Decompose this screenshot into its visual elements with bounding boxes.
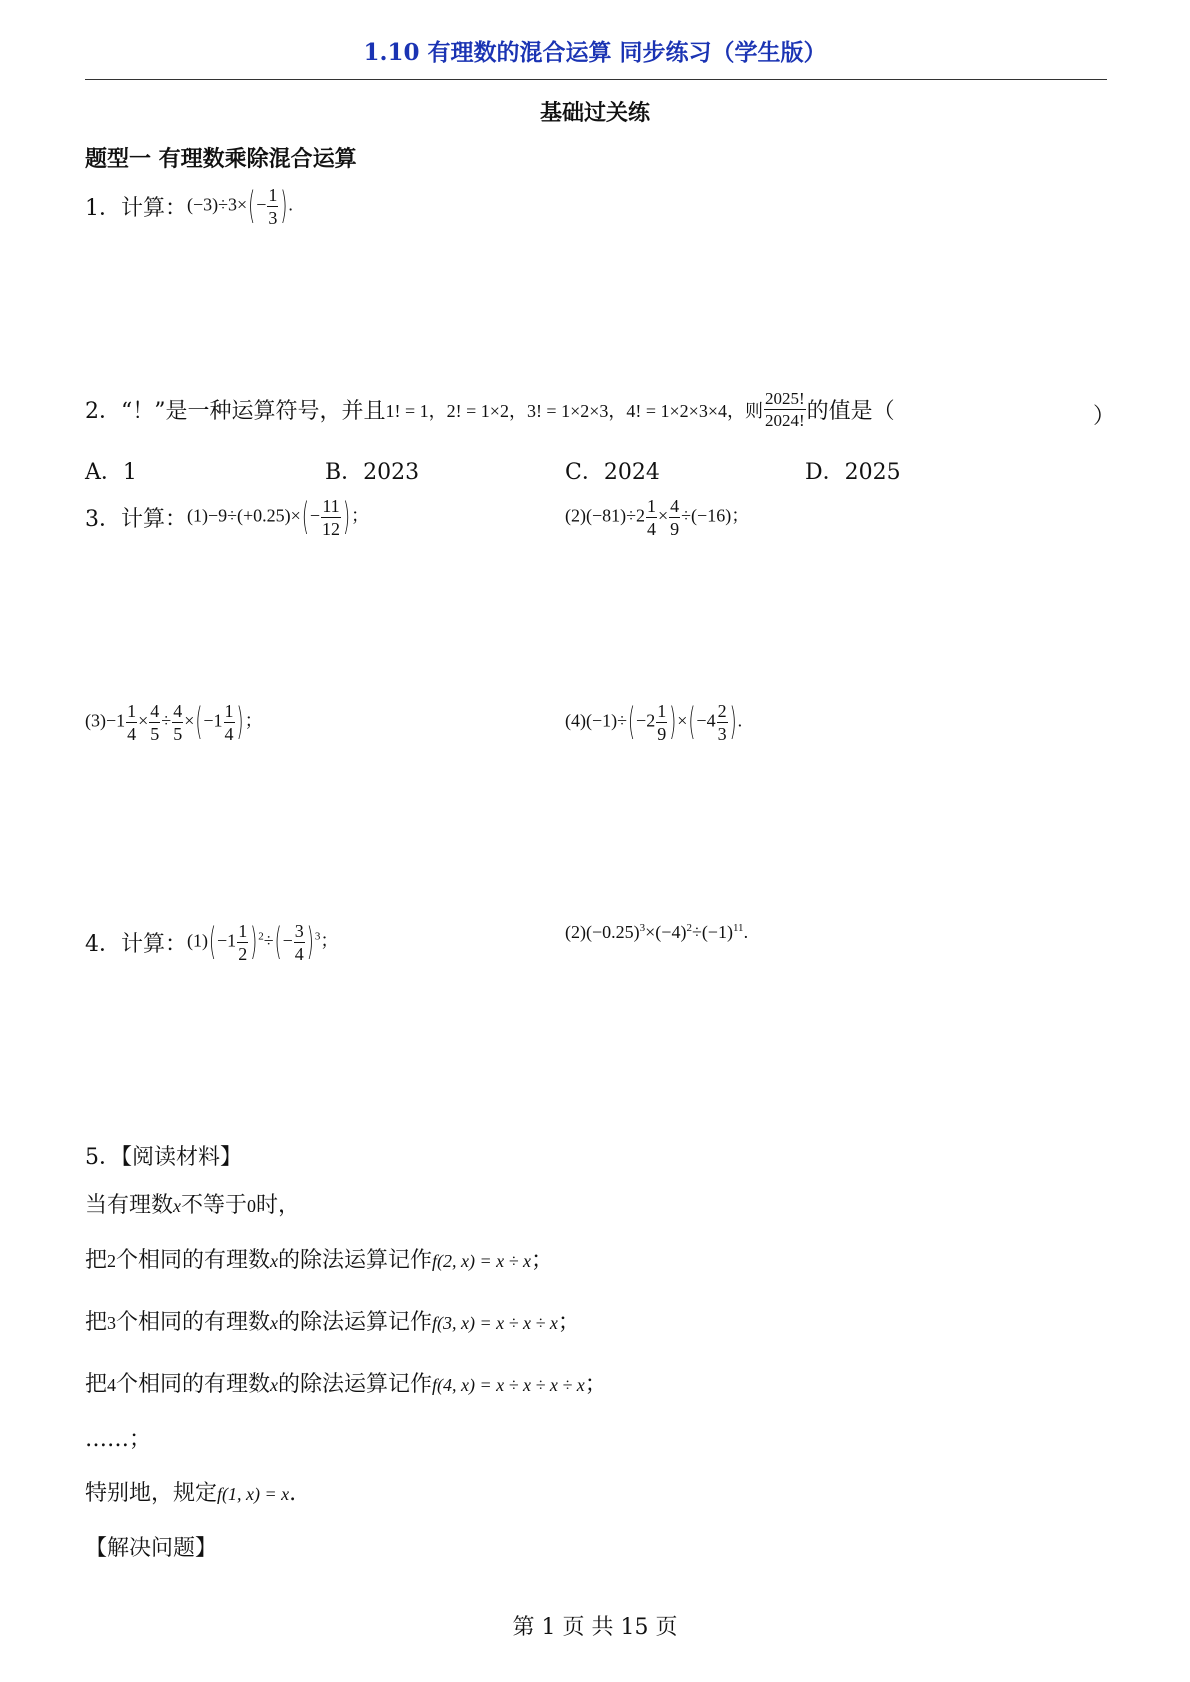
fraction bbox=[237, 922, 248, 963]
text: 个相同的有理数 bbox=[116, 1372, 271, 1397]
text: 个相同的有理数 bbox=[116, 1310, 271, 1335]
fraction bbox=[321, 497, 341, 538]
question-4-part-1 bbox=[85, 922, 338, 963]
header-divider bbox=[85, 79, 1107, 80]
formula: f(1, x) = x bbox=[217, 1484, 290, 1504]
paren-open: ( bbox=[688, 700, 696, 745]
fraction bbox=[294, 922, 305, 963]
formula: f(3, x) = x ÷ x ÷ x bbox=[432, 1313, 558, 1333]
formula: f(2, x) = x ÷ x bbox=[432, 1251, 532, 1271]
question-4-expression-2 bbox=[565, 922, 748, 943]
exponent: 11 bbox=[732, 922, 744, 934]
paren-close: ) bbox=[250, 920, 258, 965]
exponent: 3 bbox=[639, 922, 646, 934]
question-2-prefix: 2．“！”是一种运算符号，并且 bbox=[85, 399, 386, 424]
text: 的除法运算记作 bbox=[278, 1248, 433, 1273]
denominator: 9 bbox=[670, 519, 680, 539]
denominator: 5 bbox=[173, 724, 183, 744]
expr-end: . bbox=[288, 194, 293, 215]
text: 把 bbox=[85, 1310, 108, 1335]
variable: x bbox=[173, 1196, 182, 1216]
expr-end: . bbox=[743, 922, 749, 942]
question-3-part-2 bbox=[565, 497, 749, 538]
question-3-part-4 bbox=[565, 702, 742, 743]
paren-open: ( bbox=[301, 495, 309, 540]
operator: × bbox=[184, 710, 195, 731]
text: 的除法运算记作 bbox=[278, 1372, 433, 1397]
fraction bbox=[656, 702, 667, 743]
type-heading: 题型一 有理数乘除混合运算 bbox=[85, 146, 357, 172]
denominator: 9 bbox=[657, 724, 667, 744]
denominator: 4 bbox=[647, 519, 657, 539]
question-1-prefix: 1．计算： bbox=[85, 196, 187, 221]
numerator: 4 bbox=[670, 496, 680, 516]
operator: ÷ bbox=[263, 930, 274, 951]
paren-close: ) bbox=[280, 184, 288, 229]
operator: ÷ bbox=[161, 710, 172, 731]
number: 4 bbox=[107, 1375, 117, 1395]
paren-close: ) bbox=[729, 700, 737, 745]
number: 2 bbox=[107, 1251, 117, 1271]
question-5-line-3 bbox=[85, 1305, 580, 1336]
formula: f(4, x) = x ÷ x ÷ x ÷ x bbox=[432, 1375, 585, 1395]
option-b: B．2023 bbox=[325, 460, 420, 485]
expr-part: (3)−1 bbox=[85, 710, 126, 731]
question-5-line-1 bbox=[85, 1188, 300, 1219]
denominator: 12 bbox=[322, 519, 340, 539]
variable: x bbox=[270, 1313, 279, 1333]
question-3-expression-2 bbox=[565, 497, 749, 538]
denominator: 3 bbox=[717, 724, 727, 744]
paren-close: ) bbox=[306, 920, 314, 965]
question-5-line-4 bbox=[85, 1367, 607, 1398]
denominator: 4 bbox=[224, 724, 234, 744]
fraction bbox=[224, 702, 235, 743]
question-5-line-2 bbox=[85, 1243, 553, 1274]
question-3-part-1 bbox=[85, 497, 369, 538]
expr-part: ×(−4) bbox=[645, 922, 687, 942]
expr-part: (2)(−0.25) bbox=[565, 922, 640, 942]
exponent: 3 bbox=[314, 930, 321, 943]
fraction bbox=[717, 702, 728, 743]
document-title: 1.10 有理数的混合运算 同步练习（学生版） bbox=[363, 39, 827, 66]
numerator: 1 bbox=[127, 701, 137, 721]
number: 3 bbox=[107, 1313, 117, 1333]
text: 的除法运算记作 bbox=[278, 1310, 433, 1335]
numerator: 1 bbox=[268, 185, 278, 205]
page-footer: 第 1 页 共 15 页 bbox=[512, 1615, 678, 1640]
question-5-solve-heading: 【解决问题】 bbox=[85, 1536, 218, 1561]
fraction bbox=[126, 702, 137, 743]
minus-sign: − bbox=[256, 194, 267, 215]
question-3-expression-1 bbox=[187, 497, 369, 538]
paren-open: ( bbox=[248, 184, 256, 229]
numerator: 1 bbox=[224, 701, 234, 721]
paren-open: ( bbox=[209, 920, 217, 965]
option-a: A．1 bbox=[85, 460, 137, 485]
denominator: 3 bbox=[268, 208, 278, 228]
text: 特别地，规定 bbox=[85, 1481, 218, 1506]
fraction bbox=[267, 186, 278, 227]
paren-close: ) bbox=[236, 700, 244, 745]
expr-part: (2)(−81)÷2 bbox=[565, 505, 646, 526]
denominator: 4 bbox=[127, 724, 137, 744]
expr-part: (1)−9÷(+0.25)× bbox=[187, 505, 301, 526]
paren-open: ( bbox=[628, 700, 636, 745]
expr-part: (4)(−1)÷ bbox=[565, 710, 628, 731]
question-1-expression bbox=[187, 186, 293, 227]
variable: x bbox=[270, 1251, 279, 1271]
question-5-ellipsis: ……； bbox=[85, 1427, 152, 1452]
question-2-close-paren: ） bbox=[1093, 404, 1116, 429]
expr-end: ÷(−16)； bbox=[681, 505, 750, 526]
text: . bbox=[289, 1481, 297, 1506]
expr-end: ； bbox=[244, 710, 263, 731]
expr-end: ； bbox=[320, 930, 339, 951]
question-2-expression: 1! = 1，2! = 1×2，3! = 1×2×3，4! = 1×2×3×4，则 bbox=[385, 400, 763, 421]
section-title: 基础过关练 bbox=[539, 100, 650, 126]
expr-end: ； bbox=[351, 505, 370, 526]
question-3-prefix: 3．计算： bbox=[85, 507, 187, 532]
numerator: 1 bbox=[657, 701, 667, 721]
minus-sign: − bbox=[282, 930, 293, 951]
numerator: 2 bbox=[717, 701, 727, 721]
numerator: 1 bbox=[647, 496, 657, 516]
question-2-fraction bbox=[764, 390, 806, 429]
question-4-prefix: 4．计算： bbox=[85, 932, 187, 957]
numerator: 11 bbox=[322, 496, 340, 516]
text: 个相同的有理数 bbox=[116, 1248, 271, 1273]
question-5-heading: 5．【阅读材料】 bbox=[85, 1145, 242, 1170]
text: 当有理数 bbox=[85, 1193, 174, 1218]
denominator: 4 bbox=[294, 944, 304, 964]
variable: x bbox=[270, 1375, 279, 1395]
numerator: 4 bbox=[150, 701, 160, 721]
minus-sign: − bbox=[309, 505, 320, 526]
numerator: 3 bbox=[294, 921, 304, 941]
numerator: 4 bbox=[173, 701, 183, 721]
question-4-part-2 bbox=[565, 922, 748, 943]
question-2 bbox=[85, 390, 895, 429]
fraction bbox=[646, 497, 657, 538]
paren-open: ( bbox=[195, 700, 203, 745]
numerator: 1 bbox=[238, 921, 248, 941]
denominator: 2 bbox=[238, 944, 248, 964]
denominator: 5 bbox=[150, 724, 160, 744]
number: 0 bbox=[247, 1196, 257, 1216]
fraction bbox=[669, 497, 680, 538]
question-2-suffix: 的值是（ bbox=[806, 399, 895, 424]
question-3-part-3 bbox=[85, 702, 263, 743]
operator: × bbox=[677, 710, 688, 731]
numerator: 2025! bbox=[765, 389, 805, 408]
exponent: 2 bbox=[258, 930, 264, 943]
text: ； bbox=[584, 1372, 607, 1397]
question-3-expression-3 bbox=[85, 702, 263, 743]
question-3-expression-4 bbox=[565, 702, 742, 743]
expr-part: −1 bbox=[217, 930, 237, 951]
text: 把 bbox=[85, 1372, 108, 1397]
expr-part: (1) bbox=[187, 930, 208, 951]
option-c: C．2024 bbox=[565, 460, 660, 485]
operator: × bbox=[138, 710, 149, 731]
paren-open: ( bbox=[274, 920, 282, 965]
expr-part: −1 bbox=[203, 710, 223, 731]
fraction bbox=[149, 702, 160, 743]
text: ； bbox=[531, 1248, 554, 1273]
expr-part: −4 bbox=[696, 710, 716, 731]
option-d: D．2025 bbox=[805, 460, 901, 485]
exponent: 2 bbox=[686, 922, 692, 934]
operator: × bbox=[658, 505, 669, 526]
expr-part: −2 bbox=[636, 710, 656, 731]
paren-close: ) bbox=[669, 700, 677, 745]
fraction bbox=[172, 702, 183, 743]
text: 时， bbox=[256, 1193, 301, 1218]
question-4-expression-1 bbox=[187, 922, 338, 963]
question-1 bbox=[85, 186, 293, 227]
text: ； bbox=[557, 1310, 580, 1335]
expr-part: (−3)÷3× bbox=[187, 194, 248, 215]
expr-part: ÷(−1) bbox=[691, 922, 733, 942]
denominator: 2024! bbox=[765, 411, 805, 430]
expr-end: . bbox=[737, 710, 743, 731]
text: 不等于 bbox=[181, 1193, 248, 1218]
paren-close: ) bbox=[343, 495, 351, 540]
question-5-special-case bbox=[85, 1476, 296, 1507]
text: 把 bbox=[85, 1248, 108, 1273]
